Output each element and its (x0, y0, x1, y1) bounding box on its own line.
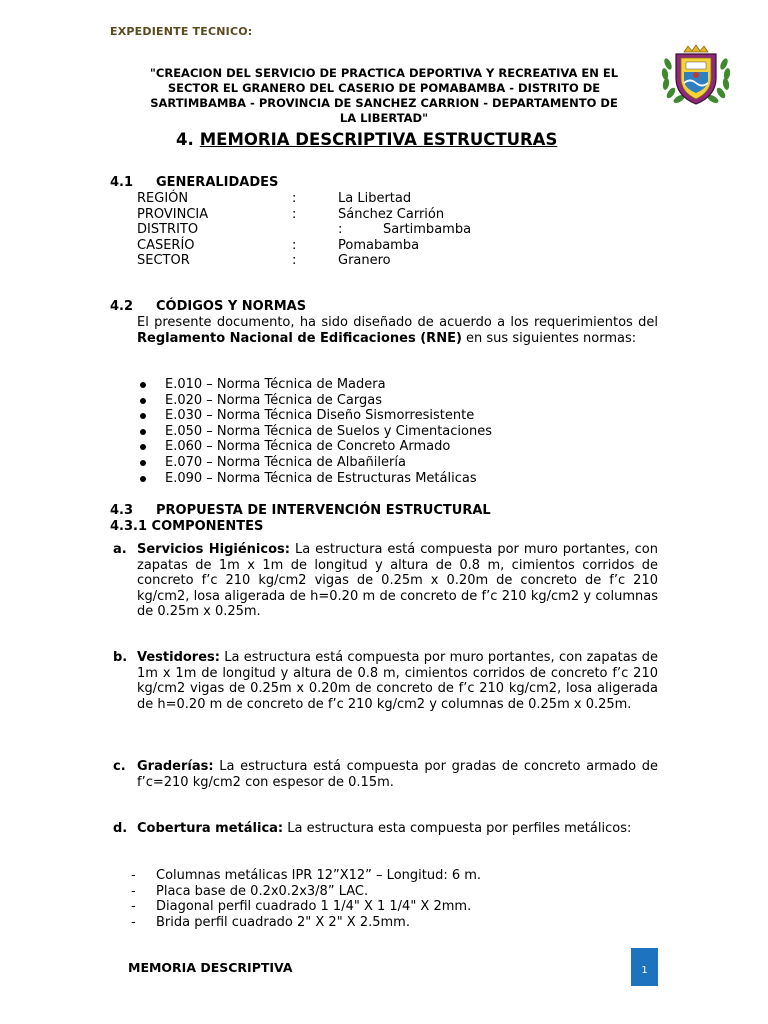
section-heading-4-2 (110, 299, 306, 314)
component-description (137, 542, 658, 620)
dash-marker: - (131, 868, 136, 883)
metal-item-text: Placa base de 0.2x0.2x3/8” LAC. (156, 883, 369, 899)
document-header-label: EXPEDIENTE TECNICO: (110, 25, 253, 38)
component-text: La estructura está compuesta por gradas de concreto armado de f’c=210 kg/cm2 con espesor de 0.15m. (137, 759, 658, 790)
list-item (131, 884, 481, 900)
dash-marker: - (131, 883, 136, 899)
component-description (137, 821, 658, 837)
field-colon: : (292, 191, 297, 206)
field-value: Granero (338, 253, 391, 269)
field-label: CASERÍO (137, 237, 195, 253)
list-item (131, 899, 481, 915)
component-text: La estructura está compuesta por muro portantes, con zapatas de 1m x 1m de longitud y altura de 0.8 m, cimientos corridos de concreto f’c 210 kg/cm2 vigas de 0.25m x 0.20m de concreto de f’c 210 kg/cm2, losa aligerada de h=0.20 m de concreto de f’c 210 kg/cm2 y columnas de 0.25m x 0.25m. (137, 650, 658, 712)
norm-text: E.060 – Norma Técnica de Concreto Armado (165, 439, 451, 455)
main-title-number: 4. (176, 130, 194, 149)
section-number: 4.2 (110, 299, 134, 314)
norm-text: E.090 – Norma Técnica de Estructuras Metálicas (165, 470, 477, 486)
norm-text: E.070 – Norma Técnica de Albañilería (165, 454, 406, 470)
norm-text: E.020 – Norma Técnica de Cargas (165, 392, 382, 408)
main-title (176, 130, 557, 149)
list-item (137, 424, 492, 440)
metal-item-text: Brida perfil cuadrado 2" X 2" X 2.5mm. (156, 914, 410, 930)
dash-marker: - (131, 899, 136, 915)
metal-components-list (131, 868, 481, 930)
field-colon: : (338, 222, 343, 238)
intro-text: El presente documento, ha sido diseñado de acuerdo a los requerimientos del (137, 315, 658, 330)
field-label: DISTRITO (137, 222, 199, 238)
bullet-icon (140, 460, 146, 466)
component-text: La estructura esta compuesta por perfiles metálicos: (283, 821, 632, 836)
codes-intro-paragraph (137, 315, 658, 346)
item-letter: a. (113, 542, 127, 557)
field-value: La Libertad (338, 191, 412, 206)
list-item (137, 439, 492, 455)
norm-text: E.030 – Norma Técnica Diseño Sismorresistente (165, 408, 475, 424)
bullet-icon (140, 476, 146, 482)
subsection-heading-4-3-1: 4.3.1 COMPONENTES (110, 519, 264, 534)
field-value: Pomabamba (338, 237, 420, 253)
list-item (131, 868, 481, 884)
section-title: GENERALIDADES (156, 175, 279, 190)
component-title: Vestidores: (137, 650, 220, 665)
list-item (137, 408, 492, 424)
component-text: La estructura está compuesta por muro portantes, con zapatas de 1m x 1m de longitud y altura de 0.8 m, cimientos corridos de concreto f’c 210 kg/cm2 vigas de 0.25m x 0.20m de concreto de f’c 210 kg/cm2, losa aligerada de h=0.20 m de concreto de f’c 210 kg/cm2 y columnas de 0.25m x 0.25m. (137, 542, 658, 620)
component-title: Servicios Higiénicos: (137, 542, 290, 557)
bullet-icon (140, 444, 146, 450)
section-heading-4-1 (110, 175, 278, 190)
component-description (137, 759, 658, 790)
norm-text: E.050 – Norma Técnica de Suelos y Cimentaciones (165, 423, 492, 439)
metal-item-text: Columnas metálicas IPR 12”X12” – Longitud: 6 m. (156, 868, 482, 883)
bullet-icon (140, 413, 146, 419)
bullet-icon (140, 382, 146, 388)
list-item (137, 455, 492, 471)
component-title: Cobertura metálica: (137, 821, 284, 836)
field-label: REGIÓN (137, 191, 189, 206)
section-number: 4.1 (110, 175, 134, 190)
component-description (137, 650, 658, 712)
list-item (137, 393, 492, 409)
footer-label: MEMORIA DESCRIPTIVA (128, 960, 293, 975)
list-item (137, 471, 492, 487)
main-title-text: MEMORIA DESCRIPTIVA ESTRUCTURAS (199, 130, 558, 149)
list-item (131, 915, 481, 931)
dash-marker: - (131, 914, 136, 930)
section-number: 4.3 (110, 503, 134, 518)
component-item-c (113, 759, 658, 790)
field-colon: : (292, 206, 297, 222)
bullet-icon (140, 398, 146, 404)
field-label: PROVINCIA (137, 206, 209, 222)
project-title-line: LA LIBERTAD" (339, 111, 429, 125)
item-letter: d. (113, 821, 128, 836)
field-value: Sartimbamba (383, 222, 472, 238)
field-colon: : (292, 253, 297, 269)
section-title: CÓDIGOS Y NORMAS (156, 299, 307, 314)
component-item-d (113, 821, 658, 837)
item-letter: b. (113, 650, 128, 665)
bullet-icon (140, 429, 146, 435)
item-letter: c. (113, 759, 126, 774)
coat-of-arms-icon (660, 44, 732, 108)
project-title-line: "CREACION DEL SERVICIO DE PRACTICA DEPORTIVA Y RECREATIVA EN EL (149, 66, 619, 80)
norm-text: E.010 – Norma Técnica de Madera (165, 377, 386, 392)
list-item (137, 377, 492, 393)
project-title-line: SECTOR EL GRANERO DEL CASERIO DE POMABAMBA - DISTRITO DE (167, 81, 601, 95)
component-title: Graderías: (137, 759, 214, 774)
component-item-b (113, 650, 658, 712)
page-number: 1 (631, 948, 658, 986)
section-title: PROPUESTA DE INTERVENCIÓN ESTRUCTURAL (156, 503, 491, 518)
component-item-a (113, 542, 658, 620)
intro-regulation-name: Reglamento Nacional de Edificaciones (RNE) (137, 330, 462, 346)
field-colon: : (292, 237, 297, 253)
project-title (113, 66, 655, 126)
norms-list (137, 377, 492, 486)
field-value: Sánchez Carrión (338, 206, 445, 222)
field-label: SECTOR (137, 253, 190, 269)
project-title-line: SARTIMBAMBA - PROVINCIA DE SANCHEZ CARRION - DEPARTAMENTO DE (150, 96, 618, 110)
section-heading-4-3 (110, 503, 491, 518)
intro-text-end: en sus siguientes normas: (461, 330, 637, 346)
metal-item-text: Diagonal perfil cuadrado 1 1/4" X 1 1/4" X 2mm. (156, 899, 472, 915)
